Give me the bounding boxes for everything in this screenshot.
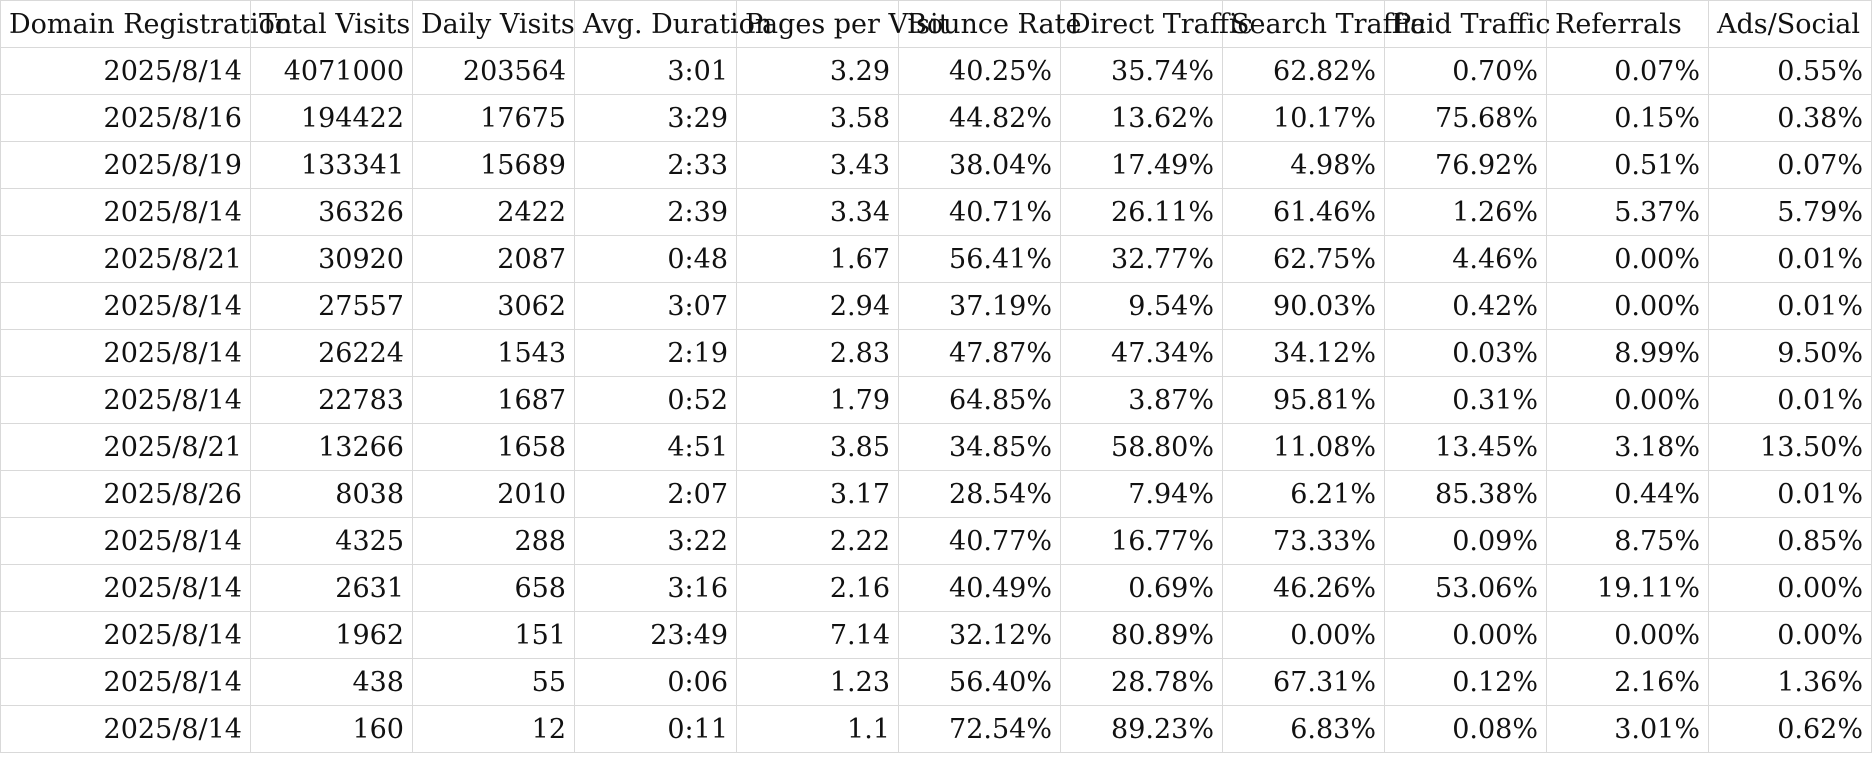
header-paid-traffic[interactable]: Paid Traffic: [1385, 1, 1547, 48]
cell[interactable]: 0.42%: [1385, 283, 1547, 330]
cell[interactable]: 90.03%: [1223, 283, 1385, 330]
cell[interactable]: 0.62%: [1709, 706, 1872, 753]
cell[interactable]: 2:19: [575, 330, 737, 377]
cell[interactable]: 2.22: [737, 518, 899, 565]
table-row: [1, 189, 1872, 236]
cell[interactable]: 76.92%: [1385, 142, 1547, 189]
cell[interactable]: 35.74%: [1061, 48, 1223, 95]
cell[interactable]: 23:49: [575, 612, 737, 659]
header-total-visits[interactable]: Total Visits: [251, 1, 413, 48]
table-row: [1, 565, 1872, 612]
cell[interactable]: 658: [413, 565, 575, 612]
cell[interactable]: 2025/8/21: [1, 424, 251, 471]
cell[interactable]: 2025/8/14: [1, 377, 251, 424]
cell[interactable]: 2.83: [737, 330, 899, 377]
cell[interactable]: 4:51: [575, 424, 737, 471]
cell[interactable]: 0.01%: [1709, 377, 1872, 424]
cell[interactable]: 0.03%: [1385, 330, 1547, 377]
cell[interactable]: 3:16: [575, 565, 737, 612]
cell[interactable]: 56.41%: [899, 236, 1061, 283]
cell[interactable]: 5.37%: [1547, 189, 1709, 236]
cell[interactable]: 2025/8/21: [1, 236, 251, 283]
cell[interactable]: 62.75%: [1223, 236, 1385, 283]
cell[interactable]: 203564: [413, 48, 575, 95]
cell[interactable]: 2025/8/14: [1, 518, 251, 565]
header-daily-visits[interactable]: Daily Visits: [413, 1, 575, 48]
cell[interactable]: 85.38%: [1385, 471, 1547, 518]
table-row: [1, 377, 1872, 424]
cell[interactable]: 17.49%: [1061, 142, 1223, 189]
cell[interactable]: 26.11%: [1061, 189, 1223, 236]
cell[interactable]: 75.68%: [1385, 95, 1547, 142]
cell[interactable]: 0.00%: [1709, 612, 1872, 659]
cell[interactable]: 1.67: [737, 236, 899, 283]
cell[interactable]: 0.51%: [1547, 142, 1709, 189]
cell[interactable]: 0.85%: [1709, 518, 1872, 565]
cell[interactable]: 0.07%: [1709, 142, 1872, 189]
cell[interactable]: 0.69%: [1061, 565, 1223, 612]
cell[interactable]: 30920: [251, 236, 413, 283]
cell[interactable]: 40.71%: [899, 189, 1061, 236]
table-row: [1, 48, 1872, 95]
cell[interactable]: 6.83%: [1223, 706, 1385, 753]
cell[interactable]: 89.23%: [1061, 706, 1223, 753]
cell[interactable]: 0.31%: [1385, 377, 1547, 424]
cell[interactable]: 3.18%: [1547, 424, 1709, 471]
cell[interactable]: 0.08%: [1385, 706, 1547, 753]
cell[interactable]: 28.54%: [899, 471, 1061, 518]
cell[interactable]: 0:06: [575, 659, 737, 706]
cell[interactable]: 34.12%: [1223, 330, 1385, 377]
cell[interactable]: 2025/8/19: [1, 142, 251, 189]
cell[interactable]: 3.34: [737, 189, 899, 236]
cell[interactable]: 56.40%: [899, 659, 1061, 706]
cell[interactable]: 0.44%: [1547, 471, 1709, 518]
cell[interactable]: 3:22: [575, 518, 737, 565]
cell[interactable]: 7.94%: [1061, 471, 1223, 518]
cell[interactable]: 17675: [413, 95, 575, 142]
cell[interactable]: 2.16: [737, 565, 899, 612]
cell[interactable]: 55: [413, 659, 575, 706]
header-row: [1, 1, 1872, 48]
header-avg-duration[interactable]: Avg. Duration: [575, 1, 737, 48]
cell[interactable]: 16.77%: [1061, 518, 1223, 565]
cell[interactable]: 2025/8/14: [1, 48, 251, 95]
cell[interactable]: 3.29: [737, 48, 899, 95]
cell[interactable]: 12: [413, 706, 575, 753]
cell[interactable]: 1687: [413, 377, 575, 424]
cell[interactable]: 8038: [251, 471, 413, 518]
cell[interactable]: 0.38%: [1709, 95, 1872, 142]
cell[interactable]: 0.00%: [1547, 283, 1709, 330]
cell[interactable]: 36326: [251, 189, 413, 236]
cell[interactable]: 11.08%: [1223, 424, 1385, 471]
cell[interactable]: 4071000: [251, 48, 413, 95]
cell[interactable]: 1.36%: [1709, 659, 1872, 706]
cell[interactable]: 2:33: [575, 142, 737, 189]
cell[interactable]: 151: [413, 612, 575, 659]
cell[interactable]: 1.26%: [1385, 189, 1547, 236]
cell[interactable]: 4.98%: [1223, 142, 1385, 189]
cell[interactable]: 26224: [251, 330, 413, 377]
cell[interactable]: 3.43: [737, 142, 899, 189]
cell[interactable]: 27557: [251, 283, 413, 330]
cell[interactable]: 1543: [413, 330, 575, 377]
cell[interactable]: 2:39: [575, 189, 737, 236]
header-ads-social[interactable]: Ads/Social: [1709, 1, 1872, 48]
cell[interactable]: 2025/8/14: [1, 189, 251, 236]
cell[interactable]: 2025/8/14: [1, 283, 251, 330]
cell[interactable]: 72.54%: [899, 706, 1061, 753]
cell[interactable]: 47.34%: [1061, 330, 1223, 377]
cell[interactable]: 3.01%: [1547, 706, 1709, 753]
cell[interactable]: 3:01: [575, 48, 737, 95]
cell[interactable]: 62.82%: [1223, 48, 1385, 95]
cell[interactable]: 2631: [251, 565, 413, 612]
cell[interactable]: 28.78%: [1061, 659, 1223, 706]
cell[interactable]: 2025/8/16: [1, 95, 251, 142]
cell[interactable]: 1.1: [737, 706, 899, 753]
table-row: [1, 142, 1872, 189]
cell[interactable]: 13266: [251, 424, 413, 471]
cell[interactable]: 438: [251, 659, 413, 706]
table-row: [1, 95, 1872, 142]
cell[interactable]: 67.31%: [1223, 659, 1385, 706]
cell[interactable]: 1658: [413, 424, 575, 471]
table-row: [1, 612, 1872, 659]
cell[interactable]: 53.06%: [1385, 565, 1547, 612]
cell[interactable]: 40.25%: [899, 48, 1061, 95]
cell[interactable]: 46.26%: [1223, 565, 1385, 612]
cell[interactable]: 4.46%: [1385, 236, 1547, 283]
cell[interactable]: 64.85%: [899, 377, 1061, 424]
header-search-traffic[interactable]: Search Traffic: [1223, 1, 1385, 48]
header-bounce-rate[interactable]: Bounce Rate: [899, 1, 1061, 48]
cell[interactable]: 3062: [413, 283, 575, 330]
cell[interactable]: 7.14: [737, 612, 899, 659]
cell[interactable]: 80.89%: [1061, 612, 1223, 659]
cell[interactable]: 194422: [251, 95, 413, 142]
cell[interactable]: 0.01%: [1709, 283, 1872, 330]
cell[interactable]: 37.19%: [899, 283, 1061, 330]
cell[interactable]: 9.54%: [1061, 283, 1223, 330]
cell[interactable]: 8.75%: [1547, 518, 1709, 565]
cell[interactable]: 0.00%: [1223, 612, 1385, 659]
cell[interactable]: 10.17%: [1223, 95, 1385, 142]
cell[interactable]: 13.62%: [1061, 95, 1223, 142]
cell[interactable]: 2025/8/14: [1, 565, 251, 612]
cell[interactable]: 3:29: [575, 95, 737, 142]
cell[interactable]: 61.46%: [1223, 189, 1385, 236]
cell[interactable]: 73.33%: [1223, 518, 1385, 565]
cell[interactable]: 8.99%: [1547, 330, 1709, 377]
cell[interactable]: 2.94: [737, 283, 899, 330]
header-referrals[interactable]: Referrals: [1547, 1, 1709, 48]
cell[interactable]: 3.58: [737, 95, 899, 142]
cell[interactable]: 9.50%: [1709, 330, 1872, 377]
cell[interactable]: 44.82%: [899, 95, 1061, 142]
cell[interactable]: 2025/8/14: [1, 330, 251, 377]
cell[interactable]: 19.11%: [1547, 565, 1709, 612]
cell[interactable]: 0.07%: [1547, 48, 1709, 95]
cell[interactable]: 0.15%: [1547, 95, 1709, 142]
cell[interactable]: 0.00%: [1547, 612, 1709, 659]
table-row: [1, 706, 1872, 753]
cell[interactable]: 13.45%: [1385, 424, 1547, 471]
cell[interactable]: 0.00%: [1547, 236, 1709, 283]
cell[interactable]: 2025/8/14: [1, 659, 251, 706]
table-row: [1, 424, 1872, 471]
header-domain-registration[interactable]: Domain Registration: [1, 1, 251, 48]
cell[interactable]: 32.77%: [1061, 236, 1223, 283]
cell[interactable]: 2010: [413, 471, 575, 518]
cell[interactable]: 1.23: [737, 659, 899, 706]
cell[interactable]: 1.79: [737, 377, 899, 424]
cell[interactable]: 3.87%: [1061, 377, 1223, 424]
cell[interactable]: 4325: [251, 518, 413, 565]
table-row: [1, 283, 1872, 330]
cell[interactable]: 0:52: [575, 377, 737, 424]
cell[interactable]: 0.00%: [1709, 565, 1872, 612]
cell[interactable]: 160: [251, 706, 413, 753]
cell[interactable]: 2025/8/14: [1, 612, 251, 659]
cell[interactable]: 32.12%: [899, 612, 1061, 659]
cell[interactable]: 40.49%: [899, 565, 1061, 612]
cell[interactable]: 3.17: [737, 471, 899, 518]
cell[interactable]: 0.00%: [1547, 377, 1709, 424]
cell[interactable]: 34.85%: [899, 424, 1061, 471]
cell[interactable]: 0:48: [575, 236, 737, 283]
cell[interactable]: 2025/8/26: [1, 471, 251, 518]
table-row: [1, 659, 1872, 706]
header-direct-traffic[interactable]: Direct Traffic: [1061, 1, 1223, 48]
cell[interactable]: 0.00%: [1385, 612, 1547, 659]
cell[interactable]: 6.21%: [1223, 471, 1385, 518]
cell[interactable]: 2025/8/14: [1, 706, 251, 753]
header-pages-per-visit[interactable]: Pages per Visit: [737, 1, 899, 48]
cell[interactable]: 0.09%: [1385, 518, 1547, 565]
cell[interactable]: 2.16%: [1547, 659, 1709, 706]
cell[interactable]: 40.77%: [899, 518, 1061, 565]
table-row: [1, 236, 1872, 283]
cell[interactable]: 3:07: [575, 283, 737, 330]
cell[interactable]: 3.85: [737, 424, 899, 471]
cell[interactable]: 0.01%: [1709, 236, 1872, 283]
table-row: [1, 518, 1872, 565]
cell[interactable]: 2:07: [575, 471, 737, 518]
cell[interactable]: 2422: [413, 189, 575, 236]
cell[interactable]: 0:11: [575, 706, 737, 753]
cell[interactable]: 288: [413, 518, 575, 565]
cell[interactable]: 15689: [413, 142, 575, 189]
cell[interactable]: 5.79%: [1709, 189, 1872, 236]
table-row: [1, 471, 1872, 518]
cell[interactable]: 0.12%: [1385, 659, 1547, 706]
cell[interactable]: 22783: [251, 377, 413, 424]
cell[interactable]: 58.80%: [1061, 424, 1223, 471]
table-row: [1, 330, 1872, 377]
cell[interactable]: 133341: [251, 142, 413, 189]
cell[interactable]: 0.55%: [1709, 48, 1872, 95]
cell[interactable]: 1962: [251, 612, 413, 659]
cell[interactable]: 38.04%: [899, 142, 1061, 189]
cell[interactable]: 13.50%: [1709, 424, 1872, 471]
cell[interactable]: 95.81%: [1223, 377, 1385, 424]
cell[interactable]: 2087: [413, 236, 575, 283]
cell[interactable]: 47.87%: [899, 330, 1061, 377]
cell[interactable]: 0.01%: [1709, 471, 1872, 518]
cell[interactable]: 0.70%: [1385, 48, 1547, 95]
